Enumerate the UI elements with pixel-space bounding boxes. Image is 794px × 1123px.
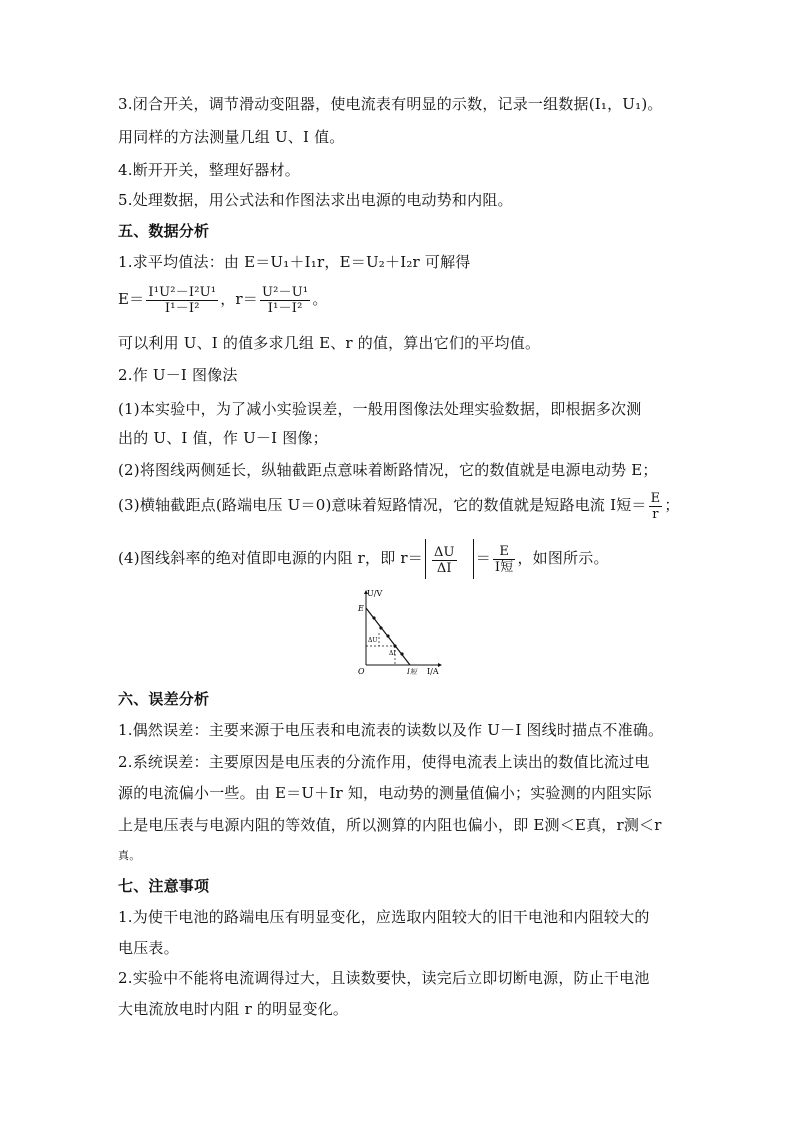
short-current-denominator: r bbox=[652, 506, 659, 522]
random-error-line: 1.偶然误差：主要来源于电压表和电流表的读数以及作 U－I 图线时描点不准确。 bbox=[118, 721, 664, 739]
step-3-line: 3.闭合开关，调节滑动变阻器，使电流表有明显的示数，记录一组数据(I₁，U₁)。 bbox=[118, 95, 663, 113]
formula-e-denominator: I¹－I² bbox=[164, 300, 200, 316]
y-axis-label: U/V bbox=[367, 589, 383, 598]
formula-line bbox=[118, 282, 328, 316]
formula-r-numerator: U²－U¹ bbox=[261, 284, 309, 300]
graph-item-1-line-cont: 出的 U、I 值，作 U－I 图像； bbox=[118, 429, 328, 447]
graph-item-4-line bbox=[118, 538, 609, 579]
step-4-line: 4.断开开关，整理好器材。 bbox=[118, 161, 300, 179]
short-current-label: I短 bbox=[407, 668, 417, 676]
graph-item-4-end: ，如图所示。 bbox=[517, 549, 609, 567]
formula-e-numerator: I¹U²－I²U¹ bbox=[148, 284, 217, 300]
short-current-numerator: E bbox=[650, 490, 661, 506]
u-i-graph-svg bbox=[352, 588, 444, 680]
formula-e-fraction bbox=[146, 285, 218, 316]
graph-item-3-text: (3)横轴截距点(路端电压 U＝0)意味着短路情况，它的数值就是短路电流 I短＝ bbox=[118, 496, 647, 514]
graph-method-line: 2.作 U－I 图像法 bbox=[118, 366, 238, 384]
system-error-line-4: 真。 bbox=[118, 849, 141, 862]
data-point bbox=[386, 634, 389, 637]
data-point bbox=[379, 626, 382, 629]
system-error-line: 2.系统误差：主要原因是电压表的分流作用，使得电流表上读出的数值比流过电 bbox=[118, 753, 650, 771]
formula-r-fraction bbox=[260, 285, 310, 316]
graph-item-2-line: (2)将图线两侧延长，纵轴截距点意味着断路情况，它的数值就是电源电动势 E； bbox=[118, 461, 658, 479]
note-2-line: 2.实验中不能将电流调得过大，且读数要快，读完后立即切断电源，防止干电池 bbox=[118, 969, 650, 987]
graph-item-4-text: (4)图线斜率的绝对值即电源的内阻 r，即 r＝ bbox=[118, 549, 423, 567]
note-1-line-cont: 电压表。 bbox=[118, 939, 179, 957]
delta-u-label: ΔU bbox=[368, 637, 378, 644]
note-2-line-cont: 大电流放电时内阻 r 的明显变化。 bbox=[118, 1000, 349, 1018]
average-method-line: 1.求平均值法：由 E＝U₁＋I₁r，E＝U₂＋I₂r 可解得 bbox=[118, 253, 471, 271]
step-3-line-cont: 用同样的方法测量几组 U、I 值。 bbox=[118, 128, 345, 146]
section-5-heading: 五、数据分析 bbox=[118, 222, 210, 240]
system-error-line-3: 上是电压表与电源内阻的等效值，所以测算的内阻也偏小，即 E测＜E真，r测＜r bbox=[118, 816, 662, 834]
u-i-graph bbox=[352, 588, 444, 680]
resistance-fraction bbox=[493, 544, 516, 575]
origin-label: O bbox=[358, 667, 365, 676]
x-axis-label: I/A bbox=[427, 667, 439, 676]
resistance-numerator: E bbox=[493, 544, 516, 560]
e-intercept-label: E bbox=[358, 604, 364, 613]
section-7-heading: 七、注意事项 bbox=[118, 877, 210, 895]
graph-item-3-line bbox=[118, 488, 680, 522]
system-error-line-2: 源的电流偏小一些。由 E＝U＋Ir 知，电动势的测量值偏小；实验测的内阻实际 bbox=[118, 784, 652, 802]
average-note-line: 可以利用 U、I 的值多求几组 E、r 的值，算出它们的平均值。 bbox=[118, 334, 541, 352]
slope-numerator: ΔU bbox=[433, 544, 455, 560]
graph-item-1-line: (1)本实验中，为了减小实验误差，一般用图像法处理实验数据，即根据多次测 bbox=[118, 400, 642, 418]
graph-item-4-eq: ＝ bbox=[475, 549, 491, 567]
slope-fraction bbox=[432, 545, 457, 576]
note-1-line: 1.为使干电池的路端电压有明显变化，应选取内阻较大的旧干电池和内阻较大的 bbox=[118, 908, 650, 926]
formula-end: 。 bbox=[312, 290, 328, 308]
graph-item-3-end: ； bbox=[664, 496, 680, 514]
slope-denominator: ΔI bbox=[436, 560, 452, 576]
data-point bbox=[372, 616, 375, 619]
formula-r-prefix: ，r＝ bbox=[220, 290, 258, 308]
resistance-denominator: I短 bbox=[494, 559, 514, 575]
slope-absolute-value bbox=[425, 539, 474, 579]
section-6-heading: 六、误差分析 bbox=[118, 690, 210, 708]
delta-i-label: ΔI bbox=[389, 650, 396, 657]
data-point bbox=[400, 652, 403, 655]
formula-r-denominator: I¹－I² bbox=[267, 300, 303, 316]
formula-e-prefix: E＝ bbox=[118, 290, 145, 308]
step-5-line: 5.处理数据，用公式法和作图法求出电源的电动势和内阻。 bbox=[118, 191, 513, 209]
short-current-fraction bbox=[649, 491, 663, 522]
